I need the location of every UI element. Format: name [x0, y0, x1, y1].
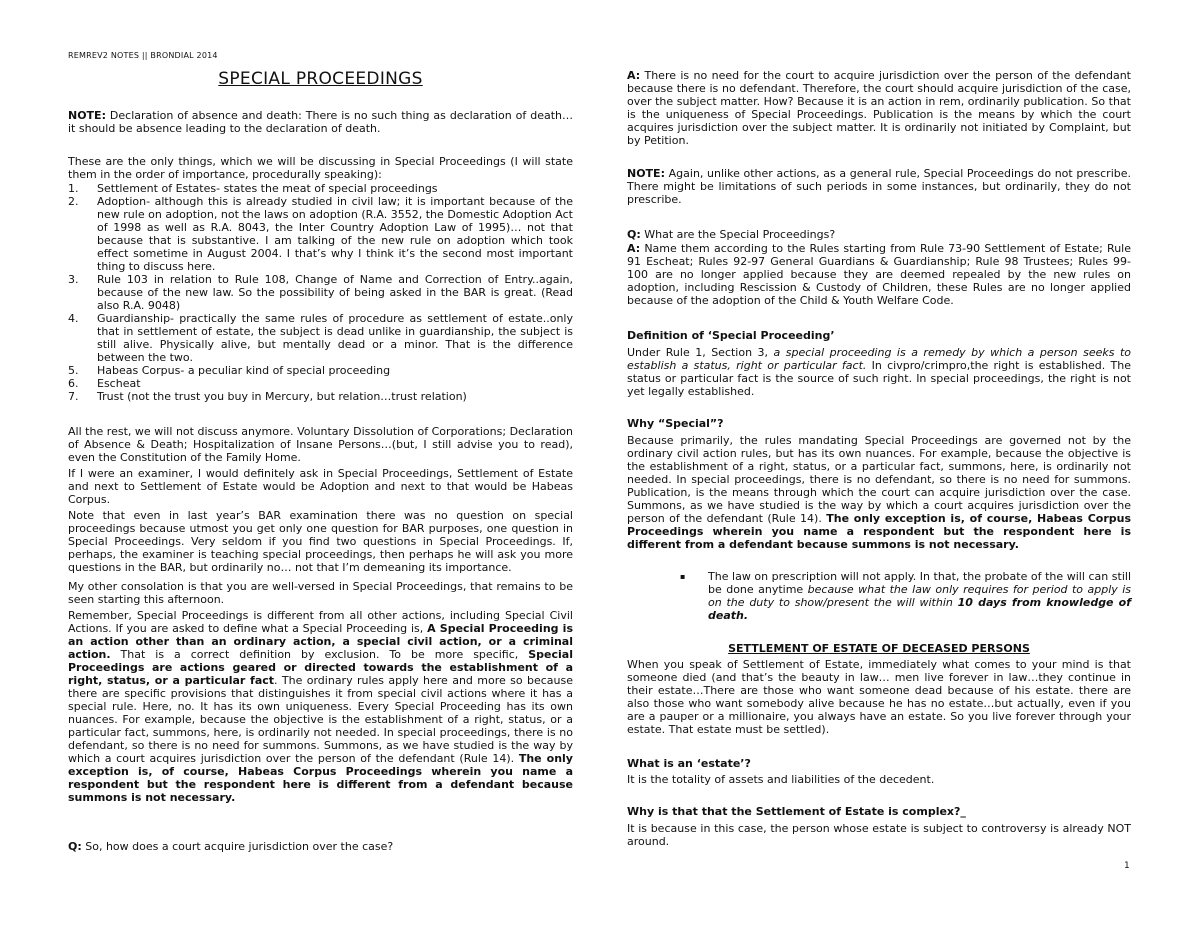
prescription-bullet: ▪ The law on prescription will not apply. In that, the probate of the will can still be done anytime because what the law only requires for period to apply is on the duty to show/present the will within 10 days from knowledge of death. — [680, 570, 1132, 622]
question-paragraph: Q: So, how does a court acquire jurisdiction over the case? — [68, 840, 394, 853]
list-item: 7. Trust (not the trust you buy in Mercury, but relation…trust relation) — [68, 390, 467, 403]
examiner-paragraph: If I were an examiner, I would definitely ask in Special Proceedings, Settlement of Estate and next to Settlement of Estate would be Adoption and next to that would be Habeas Corpus. — [68, 467, 573, 506]
square-bullet-icon: ▪ — [680, 572, 686, 581]
list-item: 5. Habeas Corpus- a peculiar kind of special proceeding — [68, 364, 391, 377]
settlement-paragraph: When you speak of Settlement of Estate, immediately what comes to your mind is that someone died (and that’s the beauty in law… men live forever in law…they continue in their estate…There are those who want someone dead because of his estate. there are also those who want somebody alive because he has no estate…but actually, even if you are a pauper or a millionaire, you always have an estate. So you live forever through your estate. That estate must be settled). — [627, 658, 1131, 736]
running-header: REMREV2 NOTES || BRONDIAL 2014 — [68, 51, 218, 60]
answer2-paragraph: A: Name them according to the Rules starting from Rule 73-90 Settlement of Estate; Rule 91 Escheat; Rules 92-97 General Guardians & Guardianship; Rule 98 Trustees; Rules 99-100 are no longer applied because they are deemed repealed by the new rules on adoption, including Rescission & Custody of Children, these Rules are no longer applied because of the adoption of the Child & Youth Welfare Code. — [627, 242, 1131, 307]
bar-paragraph: Note that even in last year’s BAR examination there was no question on special proceedings because utmost you get only one question for BAR purposes, one question in Special Proceedings. Very seldom if you find two questions in Special Proceedings. If, perhaps, the examiner is teaching special proceedings, then perhaps he will ask you more questions in the BAR, but ordinarily no… not that I’m demeaning its importance. — [68, 509, 573, 574]
consolation-paragraph: My other consolation is that you are well-versed in Special Proceedings, that remains to be seen starting this afternoon. — [68, 580, 573, 606]
complex-paragraph: It is because in this case, the person whose estate is subject to controversy is already NOT around. — [627, 822, 1131, 848]
page-title: SPECIAL PROCEEDINGS — [218, 69, 423, 89]
intro-paragraph: These are the only things, which we will be discussing in Special Proceedings (I will state them in the order of importance, procedurally speaking): — [68, 155, 573, 181]
definition-paragraph: Under Rule 1, Section 3, a special proceeding is a remedy by which a person seeks to establish a status, right or particular fact. In civpro/crimpro,the right is established. The status or particular fact is the source of such right. In special proceedings, the right is not yet legally established. — [627, 346, 1131, 398]
complex-heading: Why is that that the Settlement of Estate is complex?_ — [627, 805, 966, 818]
topics-list — [68, 182, 573, 403]
list-item: 3. Rule 103 in relation to Rule 108, Change of Name and Correction of Entry..again, because of the new law. So the possibility of being asked in the BAR is great. (Read also R.A. 9048) — [68, 273, 573, 312]
question2-paragraph: Q: What are the Special Proceedings? — [627, 228, 836, 241]
list-item: 4. Guardianship- practically the same rules of procedure as settlement of estate..only that in settlement of estate, the subject is dead unlike in guardianship, the subject is still alive. Physically alive, but mentally dead or a minor. That is the difference between the two. — [68, 312, 573, 364]
settlement-heading: SETTLEMENT OF ESTATE OF DECEASED PERSONS — [728, 642, 1030, 655]
definition-heading: Definition of ‘Special Proceeding’ — [627, 329, 835, 342]
list-item: 6. Escheat — [68, 377, 141, 390]
note2-paragraph: NOTE: Again, unlike other actions, as a general rule, Special Proceedings do not prescribe. There might be limitations of such periods in some instances, but ordinarily, they do not prescribe. — [627, 167, 1131, 206]
estate-heading: What is an ‘estate’? — [627, 757, 751, 770]
rest-paragraph: All the rest, we will not discuss anymore. Voluntary Dissolution of Corporations; Declaration of Absence & Death; Hospitalization of Insane Persons…(but, I still advise you to read), even the Constitution of the Family Home. — [68, 425, 573, 464]
note-paragraph: NOTE: Declaration of absence and death: There is no such thing as declaration of death… it should be absence leading to the declaration of death. — [68, 109, 573, 135]
list-item: 2. Adoption- although this is already studied in civil law; it is important because of the new rule on adoption, not the laws on adoption (R.A. 3552, the Domestic Adoption Act of 1998 as well as R.A. 8043, the Inter Country Adoption Law of 1995)… not that because that is substantive. I am talking of the new rule on adoption which took effect sometime in August 2004. I that’s why I think it’s the second most important thing to discuss here. — [68, 195, 573, 273]
why-paragraph: Because primarily, the rules mandating Special Proceedings are governed not by the ordinary civil action rules, but has its own nuances. For example, because the objective is the establishment of a right, status, or a particular fact, summons, here, is ordinarily not needed. In special proceedings, there is no defendant, so there is no need for summons. Publication, is the means through which the court can acquire jurisdiction over the case. Summons, as we have studied is the way by which a court acquires jurisdiction over the person of the defendant (Rule 14). The only exception is, of course, Habeas Corpus Proceedings wherein you name a respondent but the respondent here is different from a defendant because summons is not necessary. — [627, 434, 1132, 551]
answer-paragraph: A: There is no need for the court to acquire jurisdiction over the person of the defendant because there is no defendant. Therefore, the court should acquire jurisdiction of the case, over the subject matter. How? Because it is an action in rem, ordinarily publication. So that is the uniqueness of Special Proceedings. Publication is the means by which the court acquires jurisdiction over the subject matter. It is ordinarily not initiated by Complaint, but by Petition. — [627, 69, 1131, 147]
remember-paragraph: Remember, Special Proceedings is different from all other actions, including Special Civil Actions. If you are asked to define what a Special Proceeding is, A Special Proceeding is an action other than an ordinary action, a special civil action, or a criminal action. That is a correct definition by exclusion. To be more specific, Special Proceedings are actions geared or directed towards the establishment of a right, status, or a particular fact. The ordinary rules apply here and more so because there are specific provisions that distinguishes it from special civil actions where it has a special rule. Here, no. It has its own uniqueness. Every Special Proceeding has its own nuances. For example, because the objective is the establishment of a right, status, or a particular fact, summons, here, is ordinarily not needed. In special proceedings, there is no defendant, so there is no need for summons. Summons, as we have studied is the way by which a court acquires jurisdiction over the person of the defendant (Rule 14). The only exception is, of course, Habeas Corpus Proceedings wherein you name a respondent but the respondent here is different from a defendant because summons is not necessary. — [68, 609, 573, 804]
list-item: 1. Settlement of Estates- states the meat of special proceedings — [68, 182, 438, 195]
estate-paragraph: It is the totality of assets and liabilities of the decedent. — [627, 773, 935, 786]
page-number: 1 — [1124, 861, 1130, 871]
why-heading: Why “Special”? — [627, 417, 724, 430]
